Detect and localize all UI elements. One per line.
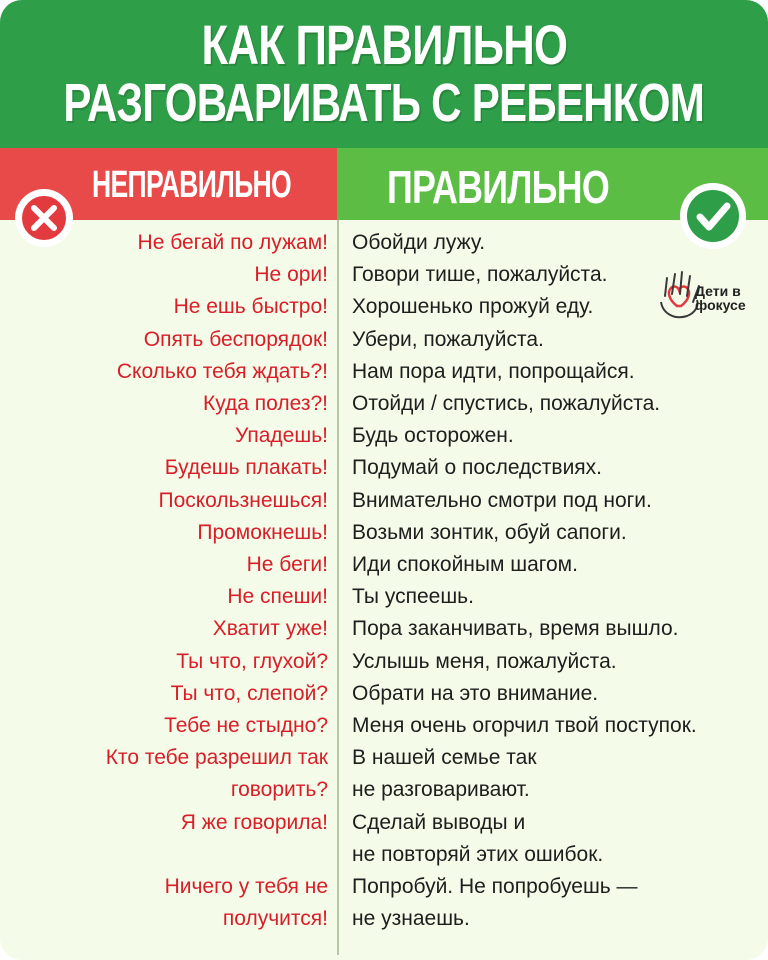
wrong-phrase: Ты что, слепой? (170, 681, 328, 705)
wrong-phrase: Куда полез?! (202, 392, 328, 415)
right-phrase: Убери, пожалуйста. (352, 327, 544, 351)
table-row (0, 840, 768, 870)
header-banner (0, 0, 768, 148)
table-row (0, 550, 768, 580)
table-row (0, 357, 768, 387)
wrong-phrase: Ничего у тебя не (164, 875, 328, 898)
right-phrase: Меня очень огорчил твой поступок. (352, 714, 697, 737)
wrong-phrase: Упадешь! (234, 424, 328, 448)
table-row (0, 389, 768, 419)
wrong-phrase: Кто тебе разрешил так (105, 746, 328, 770)
right-phrase: Пора заканчивать, время вышло. (352, 617, 679, 641)
wrong-phrase: Промокнешь! (197, 520, 328, 544)
right-phrase: не узнаешь. (352, 907, 470, 931)
table-row (0, 775, 768, 805)
wrong-phrase: Не беги! (246, 553, 328, 576)
wrong-phrase: Хватит уже! (212, 617, 328, 641)
right-phrase: Нам пора идти, попрощайся. (352, 359, 635, 383)
wrong-phrase: Тебе не стыдно? (164, 714, 328, 737)
wrong-phrase: Не ори! (254, 263, 328, 287)
right-phrase: Будь осторожен. (352, 424, 514, 448)
right-phrase: Обрати на это внимание. (352, 681, 599, 705)
right-phrase: Попробуй. Не попробуешь — (352, 875, 638, 898)
right-phrase: Обойди лужу. (352, 231, 486, 254)
right-phrase: Иди спокойным шагом. (352, 553, 578, 576)
wrong-phrase: получится! (222, 907, 328, 931)
wrong-phrase: Будешь плакать! (164, 456, 328, 480)
table-row (0, 421, 768, 451)
table-row (0, 453, 768, 483)
right-column-label: ПРАВИЛЬНО (387, 161, 609, 213)
wrong-phrase: Поскользнешься! (158, 488, 328, 512)
wrong-phrase: Не бегай по лужам! (137, 231, 328, 254)
logo-line-1: Дети в (695, 283, 741, 299)
right-phrase: Подумай о последствиях. (352, 456, 603, 480)
wrong-phrase: Сколько тебя ждать?! (116, 359, 328, 383)
table-row (0, 679, 768, 709)
table-row (0, 260, 768, 290)
wrong-phrase: Опять беспорядок! (143, 327, 328, 351)
wrong-phrase: говорить? (230, 778, 328, 802)
table-row (0, 486, 768, 516)
table-row (0, 647, 768, 677)
title-line-2: РАЗГОВАРИВАТЬ С РЕБЕНКОМ (63, 73, 705, 133)
table-row (0, 582, 768, 612)
table-row (0, 711, 768, 741)
table-row (0, 904, 768, 934)
right-phrase: Внимательно смотри под ноги. (352, 488, 652, 512)
table-row (0, 743, 768, 773)
right-phrase: Возьми зонтик, обуй сапоги. (352, 520, 627, 544)
wrong-phrase: Я же говорила! (180, 810, 328, 834)
wrong-phrase: Не спеши! (227, 585, 328, 609)
wrong-phrase: Не ешь быстро! (173, 295, 328, 319)
right-phrase: не разговаривают. (352, 778, 530, 802)
title-line-1: КАК ПРАВИЛЬНО (201, 13, 567, 76)
table-row (0, 614, 768, 644)
table-row (0, 228, 768, 258)
table-row (0, 518, 768, 548)
table-row (0, 872, 768, 902)
right-phrase: В нашей семье так (352, 746, 537, 770)
logo-line-2: фокусе (695, 297, 746, 313)
right-phrase: не повторяй этих ошибок. (352, 842, 604, 866)
wrong-column-label: НЕПРАВИЛЬНО (92, 164, 291, 206)
table-row (0, 292, 768, 322)
right-phrase: Услышь меня, пожалуйста. (352, 649, 617, 673)
right-phrase: Ты успеешь. (352, 585, 474, 609)
wrong-phrase: Ты что, глухой? (176, 649, 328, 673)
right-phrase: Отойди / спустись, пожалуйста. (352, 392, 661, 415)
table-row (0, 808, 768, 838)
table-row (0, 325, 768, 355)
right-phrase: Хорошенько прожуй еду. (352, 295, 594, 319)
right-phrase: Говори тише, пожалуйста. (352, 263, 608, 287)
right-phrase: Сделай выводы и (352, 810, 526, 834)
